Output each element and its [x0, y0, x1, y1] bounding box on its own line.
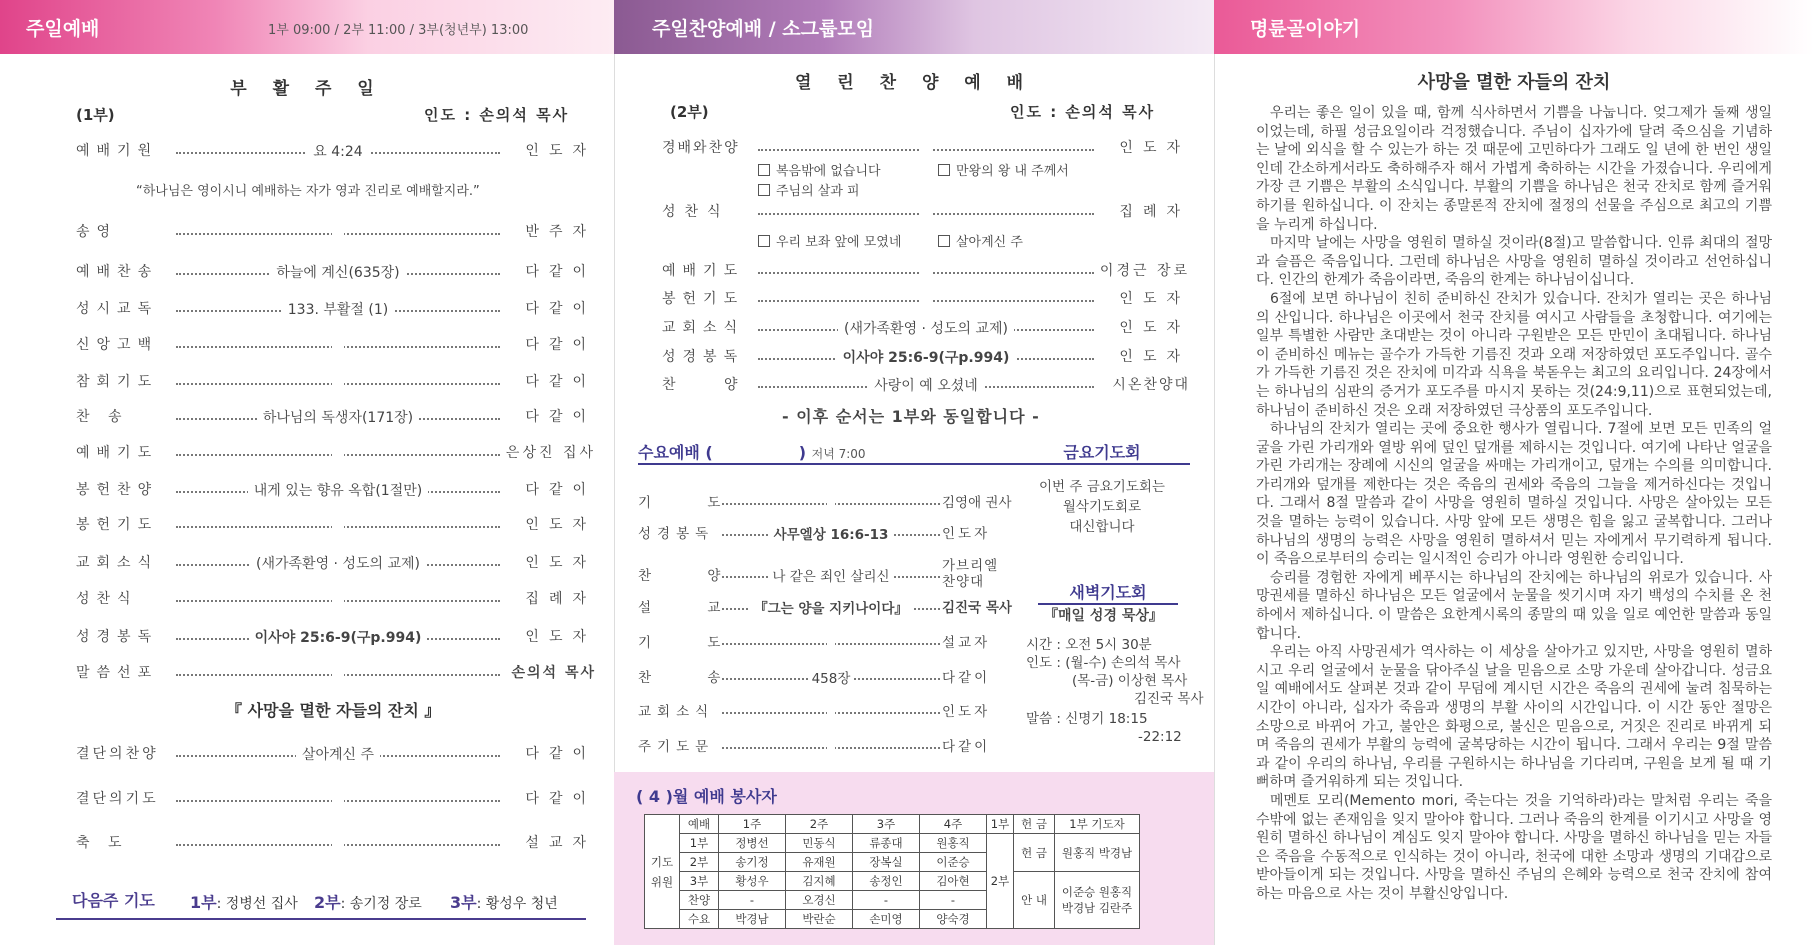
order-person: 인도자 [525, 143, 596, 159]
order-detail [827, 701, 835, 717]
order-label: 성찬식 [662, 204, 730, 220]
order-detail: 사무엘상 16:6-13 [770, 527, 893, 543]
essay-paragraph: 메멘토 모리(Memento mori, 죽는다는 것을 기억하라)라는 말처럼 우리는 죽을 수밖에 없는 존재임을 잊지 말아야 합니다. 그러나 죽음의 한계를 이기시고 사망을 영원히 멸하신 하나님이 계심도 잊지 말아야 합니다. 사망을 멸하신 하나님을 믿는 자들은 죽음을 수동적으로 인식하는 것이 아니라, 천국에 대한 소망과 생명의 기대감으로 받아들이게 되는 것입니다. 사망을 멸하신 주님의 은혜와 능력으로 천국 잔치에 참여하는 마음으로 사는 것이 부활신앙입니다. [1256, 792, 1772, 902]
order-person: 다같이 [525, 374, 596, 390]
order-person: 다같이 [525, 264, 596, 280]
order-person: 인도자 [942, 704, 991, 720]
panel-title: 명륜골이야기 [1250, 18, 1361, 40]
order-row [76, 788, 596, 808]
order-detail [920, 202, 932, 218]
panel-title: 주일찬양예배 / 소그룹모임 [652, 18, 875, 40]
order-label: 봉헌기도 [662, 291, 745, 307]
order-person: 다같이 [525, 409, 596, 425]
order-row [662, 346, 1190, 366]
order-label: 결단의기도 [76, 791, 159, 807]
order-label: 송영 [76, 224, 118, 240]
order-row [76, 140, 596, 160]
order-detail [332, 222, 344, 238]
table-row: 1부 정병선 민동식 류종대 원홍직 2부 헌 금 원홍직 박경남 [645, 834, 1140, 853]
order-label: 성시교독 [76, 301, 159, 317]
order-label: 참회기도 [76, 374, 159, 390]
order-label: 기 도 [638, 495, 747, 511]
order-person: 김영애 권사 [942, 495, 1012, 511]
order-person: 시온찬양대 [1112, 377, 1190, 393]
order-person: 인도자 [1119, 349, 1190, 365]
order-row [76, 221, 596, 241]
order-row [76, 334, 596, 354]
order-label: 신앙고백 [76, 337, 159, 353]
checkbox-icon [758, 164, 770, 176]
part-label: (1부) [76, 106, 115, 124]
order-person: 인도자 [942, 526, 991, 542]
order-label: 찬 송 [76, 409, 129, 425]
order-person: 다같이 [942, 739, 991, 755]
song-option: 복음밖에 없습니다 [758, 160, 881, 179]
song-option: 만왕의 왕 내 주께서 [938, 160, 1069, 179]
order-detail: (새가족환영 · 성도의 교제) [250, 556, 426, 572]
order-detail [827, 632, 835, 648]
order-person: 인도자 [525, 555, 596, 571]
order-detail [920, 289, 932, 305]
order-person: 다같이 [942, 670, 991, 686]
friday-prayer-note: 이번 주 금요기도회는 월삭기도회로 대신합니다 [1039, 479, 1165, 535]
order-person: 인도자 [1119, 140, 1190, 156]
order-person: 집례자 [525, 591, 596, 607]
order-row [76, 626, 596, 646]
order-label: 교회소식 [76, 555, 159, 571]
order-row [76, 479, 596, 499]
part2-prayer: : 송기정 장로 [340, 896, 422, 912]
checkbox-icon [758, 235, 770, 247]
order-row [76, 406, 596, 426]
order-person: 다같이 [525, 301, 596, 317]
checkbox-icon [938, 235, 950, 247]
order-person: 다같이 [525, 746, 596, 762]
order-note: - 이후 순서는 1부와 동일합니다 - [782, 407, 1040, 426]
order-row [638, 631, 1014, 651]
volunteers-title: ( 4 )월 예배 봉사자 [636, 787, 777, 806]
order-row [662, 260, 1190, 280]
order-label: 예배기원 [76, 143, 159, 159]
panel-header [0, 0, 614, 54]
sunday-service-panel [0, 0, 614, 945]
order-row [638, 666, 1014, 686]
order-person: 인도자 [525, 629, 596, 645]
guide-value: 이준승 원홍직 박경남 김란주 [1055, 872, 1140, 929]
order-label: 성경봉독 [662, 349, 745, 365]
essay-paragraph: 마지막 날에는 사망을 영원히 멸하실 것이라(8절)고 말씀합니다. 인류 최대의 절망과 슬픔은 죽음입니다. 그런데 하나님은 사망을 영원히 멸하실 것이라고 선언하십니다. 인간의 한계가 죽음이라면, 죽음의 한계는 하나님이십니다. [1256, 235, 1772, 289]
order-label: 성찬식 [76, 591, 138, 607]
order-label: 축 도 [76, 835, 129, 851]
table-row: 수요 박경남 박란순 손미영 양숙경 [645, 910, 1140, 929]
order-detail: 이사야 25:6-9(구p.994) [837, 350, 1016, 366]
part3-prayer: : 황성우 청년 [476, 896, 558, 912]
order-detail: 458장 [808, 671, 855, 687]
order-row [662, 374, 1190, 394]
order-detail [332, 663, 344, 679]
order-detail [332, 515, 344, 531]
leader: 인도 : 손의석 목사 [424, 106, 570, 124]
part2-label: 2부 [987, 834, 1014, 929]
order-detail: 살아계신 주 [296, 747, 380, 763]
order-person: 은상진 집사 [505, 445, 596, 461]
guide-label: 안 내 [1014, 872, 1055, 929]
order-detail [827, 736, 835, 752]
order-detail: 『그는 양을 지키나이다』 [750, 601, 912, 617]
order-person: 설교자 [525, 835, 596, 851]
order-detail [920, 138, 932, 154]
order-person: 다같이 [525, 482, 596, 498]
order-person: 다같이 [525, 337, 596, 353]
part2-label: 2부 [314, 893, 341, 912]
order-person: 가브리엘 찬양대 [942, 558, 999, 590]
dawn-prayer-info: 시간 : 오전 5시 30분 인도 : (월-수) 손의석 목사 (목-금) 이상현 목사 김진국 목사 말씀 : 신명기 18:15 -22:12 [1026, 637, 1204, 745]
order-label: 예배찬송 [76, 264, 159, 280]
order-detail: 이사야 25:6-9(구p.994) [249, 630, 428, 646]
wednesday-service-title: 수요예배 ( ) 저녁 7:00 [638, 440, 1014, 465]
order-person: 반주자 [525, 224, 596, 240]
order-row [662, 137, 1190, 157]
order-row [76, 662, 596, 682]
order-person: 손의석 목사 [511, 665, 596, 681]
panel-title: 주일예배 [26, 18, 100, 40]
service-title: 부 활 주 일 [230, 79, 384, 99]
service-times: 1부 09:00 / 2부 11:00 / 3부(청년부) 13:00 [268, 23, 529, 38]
checkbox-icon [938, 164, 950, 176]
order-row [638, 558, 1014, 590]
order-detail [332, 335, 344, 351]
checkbox-icon [758, 184, 770, 196]
order-label: 봉헌찬양 [76, 482, 159, 498]
dawn-prayer-subtitle: 『매일 성경 묵상』 [1044, 608, 1163, 624]
order-detail [332, 372, 344, 388]
prayer-committee-label: 기도 위원 [645, 815, 680, 929]
order-label: 찬 양 [662, 377, 760, 393]
order-row [662, 288, 1190, 308]
order-row [76, 588, 596, 608]
order-row [76, 261, 596, 281]
order-label: 성경봉독 [638, 526, 715, 542]
order-detail [332, 589, 344, 605]
order-label: 설 교 [638, 600, 747, 616]
order-label: 예배기도 [76, 445, 159, 461]
sermon-title: 『 사망을 멸한 자들의 잔치 』 [226, 701, 441, 720]
order-label: 봉헌기도 [76, 517, 159, 533]
order-row [76, 552, 596, 572]
essay-paragraph: 우리는 좋은 일이 있을 때, 함께 식사하면서 기쁨을 나눕니다. 엊그제가 둘째 생일이었는데, 하필 성금요일이라 걱정했습니다. 주님이 십자가에 달려 죽으심을 기념하는 날에 외식을 할 수 있는가 하는 것 때문에 고민하다가 그래도 일 년에 한 번인 생일인데 간소하게서라도 축하해주자 해서 가볍게 축하하는 시간을 가졌습니다. 우리에게 가장 큰 기쁨은 부활의 소식입니다. 부활의 기쁨을 하나님은 천국 잔치로 함께 즐거워하기를 원하십니다. 이 잔치는 종말론적 잔치에 절정의 선물을 주심으로 최고의 기쁨을 누리게 하십니다. [1256, 105, 1772, 233]
order-person: 설교자 [942, 635, 991, 651]
panel-header [1214, 0, 1814, 54]
order-person: 김진국 목사 [942, 600, 1012, 616]
order-person: 집례자 [1119, 204, 1190, 220]
volunteers-table [644, 814, 1140, 929]
essay-paragraph: 하나님의 잔치가 열리는 곳에 중요한 행사가 열립니다. 7절에 보면 모든 민족의 얼굴을 가린 가리개와 열방 위에 덮인 덮개를 제하시는 것입니다. 여기에 나타난 얼굴을 가린 가리개는 장례에 시신의 얼굴을 싸매는 가리개이고, 덮개는 수의를 의미합니다. 가리개와 덮개를 제한다는 것은 죽음의 권세와 죽음의 그늘을 제거하신다는 것입니다. 그래서 8절 말씀과 같이 사망을 영원히 멸하실 것입니다. 사망은 살아있는 모든 것을 멸하는 능력이 있습니다. 사망 앞에 모든 생명은 힘을 잃고 굴복합니다. 그러나 하나님의 생명의 능력은 사망을 영원히 멸하셔서 믿는 자에게서 무기력하게 됩니다. 이 죽음으로부터의 승리는 일시적인 승리가 아니라 영원한 승리입니다. [1256, 421, 1772, 568]
order-row [638, 491, 1014, 511]
part1-label: 1부 [190, 893, 217, 912]
next-week-prayer-bar [56, 882, 586, 920]
offering-value: 원홍직 박경남 [1055, 834, 1140, 872]
essay-paragraph: 6절에 보면 하나님이 친히 준비하신 잔치가 있습니다. 잔치가 열리는 곳은 하나님의 산입니다. 하나님은 이곳에서 천국 잔치를 여시고 사람들을 초청합니다. 여기에는 일부 특별한 사람만 초대받는 것이 아니라 구원받은 모든 만민이 초대됩니다. 하나님이 준비하신 메뉴는 골수가 가득한 기름진 것과 오래 저장하였던 포도주입니다. 골수가 가득한 기름진 것은 잔치에 미각과 식욕을 북돋우는 최고의 요리입니다. 24장에서는 하나님의 심판의 증거가 포도주를 마시지 못하는 것(24:9,11)으로 표현되었는데, 하나님이 준비하신 것은 오래 저장하였던 극상품의 포도주입니다. [1256, 290, 1772, 419]
order-label: 결단의찬양 [76, 746, 159, 762]
table-row: 찬양 - 오경신 - - [645, 891, 1140, 910]
order-row [662, 201, 1190, 221]
order-detail: (새가족환영 · 성도의 교제) [838, 321, 1014, 337]
order-detail: 사랑이 예 오셨네 [868, 378, 984, 394]
order-label: 찬 송 [638, 670, 747, 686]
essay-title: 사망을 멸한 자들의 잔치 [1417, 72, 1611, 93]
table-row: 기도 위원 예배 1주 2주 3주 4주 1부 헌 금 1부 기도자 [645, 815, 1140, 834]
order-row [76, 743, 596, 763]
order-label: 말씀선포 [76, 665, 159, 681]
order-row [638, 596, 1014, 616]
song-option: 살아계신 주 [938, 231, 1023, 250]
essay-paragraph: 승리를 경험한 자에게 베푸시는 하나님의 잔치에는 하나님의 위로가 있습니다. 사망권세를 멸하신 하나님은 모든 얼굴에서 눈물을 씻기시며 자기 백성의 수치를 온 천하에서 제하십니다. 이 말씀은 요한계시록의 종말의 때 있을 일로 예언한 말씀과 동일합니다. [1256, 569, 1772, 642]
order-detail [827, 492, 835, 508]
order-detail [332, 833, 344, 849]
part3-label: 3부 [450, 893, 477, 912]
friday-prayer-title: 금요기도회 [1014, 440, 1190, 465]
essay-paragraph: 우리는 아직 사망권세가 역사하는 이 세상을 살아가고 있지만, 사망을 영원히 멸하시고 우리 얼굴에서 눈물을 닦아주실 날을 믿음으로 소망 가운데 살아갑니다. 성금요일 예배에서도 살펴본 것과 같이 무덤에 계시던 시간은 죽음의 권세에 눌려 침묵하는 시간이 아니라, 십자가 죽음과 생명의 부활 사이의 시간입니다. 이 시간 동안 절망은 소망으로 바뀌어 가고, 불안은 화평으로, 불신은 믿음으로, 거짓은 진리로 바뀌게 되며 죽음의 권세가 부활의 능력에 굴복당하는 시간이 됩니다. 그래서 우리는 9절 말씀과 같이 우리의 하나님, 우리를 구원하시는 하나님을 기다리며, 구원을 보게 될 때 기뻐하며 즐거워하게 되는 것입니다. [1256, 644, 1772, 791]
table-row: 2부 송기정 유재원 장복실 이준승 [645, 853, 1140, 872]
order-person: 인도자 [525, 517, 596, 533]
order-label: 기 도 [638, 635, 747, 651]
order-label: 교회소식 [638, 704, 715, 720]
order-label: 주기도문 [638, 739, 715, 755]
order-row [76, 442, 596, 462]
order-person: 다같이 [525, 791, 596, 807]
panel-header [614, 0, 1214, 54]
order-detail [920, 261, 932, 277]
part1-prayer: : 정병선 집사 [216, 896, 298, 912]
order-detail [332, 789, 344, 805]
order-row [638, 735, 1014, 755]
scripture-quote: “하나님은 영이시니 예배하는 자가 영과 진리로 예배할지라.” [136, 184, 480, 199]
part-label: (2부) [670, 103, 709, 121]
offering-label: 헌 금 [1014, 834, 1055, 872]
order-detail: 내게 있는 향유 옥합(1절만) [248, 483, 428, 499]
order-label: 교회소식 [662, 320, 745, 336]
order-row [76, 832, 596, 852]
order-row [662, 317, 1190, 337]
order-detail: 하나님의 독생자(171장) [257, 410, 419, 426]
service-title: 열 린 찬 양 예 배 [794, 73, 1034, 93]
order-detail [332, 443, 344, 459]
order-detail: 나 같은 죄인 살리신 [768, 569, 893, 585]
order-row [76, 371, 596, 391]
monthly-volunteers-box [614, 772, 1214, 945]
order-person: 이경근 장로 [1099, 263, 1190, 279]
order-row [638, 522, 1014, 542]
order-label: 찬 양 [638, 568, 747, 584]
wednesday-time: 저녁 7:00 [811, 447, 866, 461]
song-option: 우리 보좌 앞에 모였네 [758, 231, 901, 250]
dawn-prayer-title: 새벽기도회 [1038, 580, 1178, 605]
order-label: 경배와찬양 [662, 140, 740, 156]
order-row [76, 514, 596, 534]
table-row: 3부 황성우 김지혜 송정인 김아현 안 내 이준승 원홍직 박경남 김란주 [645, 872, 1140, 891]
essay-body [1256, 104, 1772, 904]
order-label: 예배기도 [662, 263, 745, 279]
song-option: 주님의 살과 피 [758, 180, 860, 199]
order-row [76, 298, 596, 318]
order-label: 성경봉독 [76, 629, 159, 645]
next-week-label: 다음주 기도 [72, 891, 155, 910]
order-row [638, 700, 1014, 720]
order-person: 인도자 [1119, 320, 1190, 336]
order-detail: 하늘에 계신(635장) [270, 265, 405, 281]
order-person: 인도자 [1119, 291, 1190, 307]
order-detail: 요 4:24 [307, 144, 368, 160]
leader: 인도 : 손의석 목사 [1010, 103, 1156, 121]
order-detail: 133. 부활절 (1) [282, 302, 394, 318]
